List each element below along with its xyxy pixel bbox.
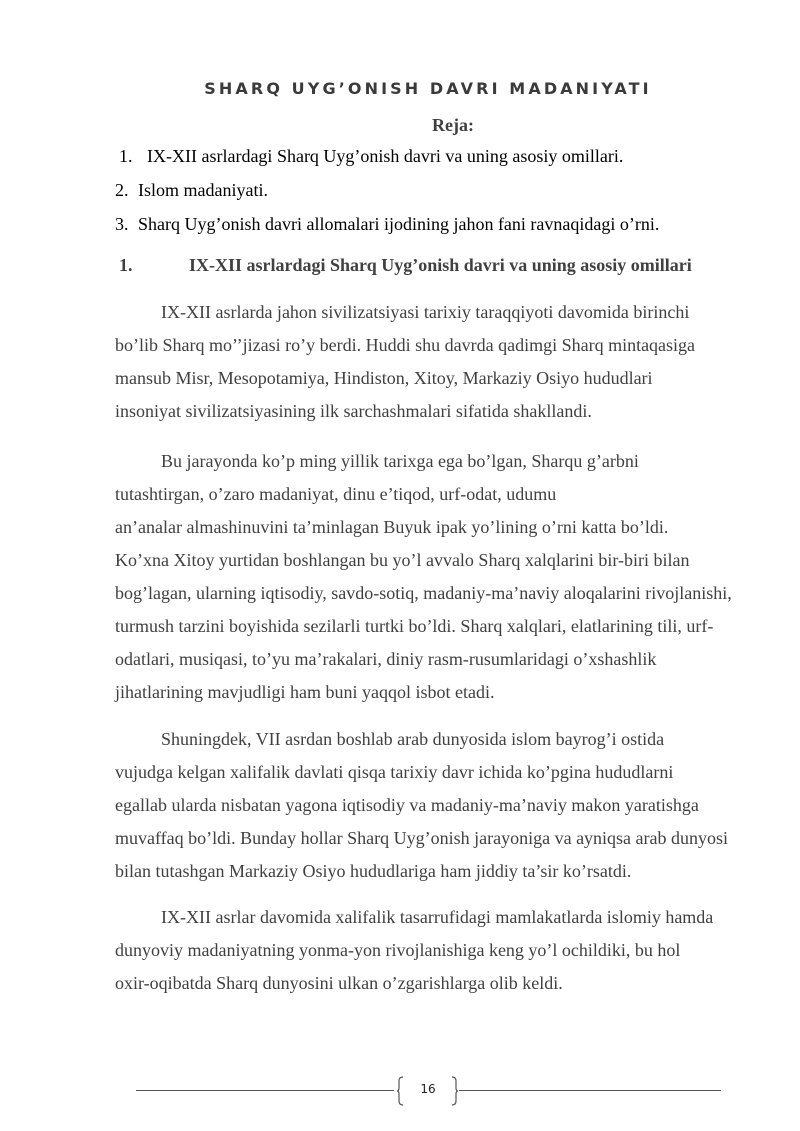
plan-item-text: Islom madaniyati.: [138, 180, 268, 200]
paragraph-line: mansub Misr, Mesopotamiya, Hindiston, Xitoy, Markaziy Osiyo hududlari: [115, 368, 653, 388]
paragraph-line: turmush tarzini boyishida sezilarli turtki bo’ldi. Sharq xalqlari, elatlarining tili, urf-: [115, 616, 714, 636]
paragraph-line: tutashtirgan, o’zaro madaniyat, dinu e’tiqod, urf-odat, udumu: [115, 484, 557, 504]
plan-item: [115, 214, 659, 235]
paragraph-line: an’analar almashinuvini ta’minlagan Buyuk ipak yo’lining o’rni katta bo’ldi.: [115, 517, 669, 537]
footer-divider-left: [136, 1090, 394, 1091]
plan-item: [119, 146, 623, 167]
paragraph-line: bo’lib Sharq mo’’jizasi ro’y berdi. Huddi shu davrda qadimgi Sharq mintaqasiga: [115, 335, 696, 355]
paragraph-line: muvaffaq bo’ldi. Bunday hollar Sharq Uyg’onish jarayoniga va ayniqsa arab dunyosi: [115, 828, 729, 848]
plan-item-text: Sharq Uyg’onish davri allomalari ijodining jahon fani ravnaqidagi o’rni.: [138, 214, 660, 234]
body-paragraph: [115, 445, 745, 709]
paragraph-line: dunyoviy madaniyatning yonma-yon rivojlanishiga keng yo’l ochildiki, bu hol: [115, 940, 681, 960]
paragraph-line: Shuningdek, VII asrdan boshlab arab dunyosida islom bayrog’i ostida: [161, 729, 665, 749]
body-paragraph: [115, 296, 745, 428]
paragraph-line: jihatlarining mavjudligi ham buni yaqqol isbot etadi.: [115, 682, 495, 702]
section-heading: [119, 255, 692, 276]
plan-item: [115, 180, 268, 201]
plan-item-number: 3.: [115, 214, 129, 234]
section-number: 1.: [119, 255, 133, 275]
footer-divider-right: [459, 1090, 721, 1091]
page-number: 16: [420, 1082, 436, 1096]
paragraph-line: IX-XII asrlarda jahon sivilizatsiyasi tarixiy taraqqiyoti davomida birinchi: [161, 302, 690, 322]
right-brace-icon: [451, 1076, 459, 1106]
plan-heading: Reja:: [432, 115, 474, 135]
left-brace-icon: [396, 1076, 404, 1106]
section-title: IX-XII asrlardagi Sharq Uyg’onish davri va uning asosiy omillari: [189, 255, 692, 275]
plan-item-text: IX-XII asrlardagi Sharq Uyg’onish davri va uning asosiy omillari.: [147, 146, 624, 166]
paragraph-line: bog’lagan, ularning iqtisodiy, savdo-sotiq, madaniy-ma’naviy aloqalarini rivojlanishi,: [115, 583, 732, 603]
plan-item-number: 2.: [115, 180, 129, 200]
paragraph-line: insoniyat sivilizatsiyasining ilk sarchashmalari sifatida shakllandi.: [115, 401, 592, 421]
body-paragraph: [115, 723, 745, 888]
page-title: SHARQ UYG’ONISH DAVRI MADANIYATI: [204, 79, 652, 98]
paragraph-line: odatlari, musiqasi, to’yu ma’rakalari, diniy rasm-rusumlaridagi o’xshashlik: [115, 649, 657, 669]
plan-item-number: 1.: [119, 146, 133, 166]
paragraph-line: Ko’xna Xitoy yurtidan boshlangan bu yo’l avvalo Sharq xalqlarini bir-biri bilan: [115, 550, 690, 570]
paragraph-line: Bu jarayonda ko’p ming yillik tarixga ega bo’lgan, Sharqu g’arbni: [161, 451, 639, 471]
paragraph-line: oxir-oqibatda Sharq dunyosini ulkan o’zgarishlarga olib keldi.: [115, 973, 563, 993]
paragraph-line: vujudga kelgan xalifalik davlati qisqa tarixiy davr ichida ko’pgina hududlarni: [115, 762, 674, 782]
body-paragraph: [115, 901, 745, 1000]
paragraph-line: IX-XII asrlar davomida xalifalik tasarrufidagi mamlakatlarda islomiy hamda: [161, 907, 714, 927]
paragraph-line: egallab ularda nisbatan yagona iqtisodiy va madaniy-ma’naviy makon yaratishga: [115, 795, 699, 815]
paragraph-line: bilan tutashgan Markaziy Osiyo hududlariga ham jiddiy ta’sir ko’rsatdi.: [115, 861, 632, 881]
